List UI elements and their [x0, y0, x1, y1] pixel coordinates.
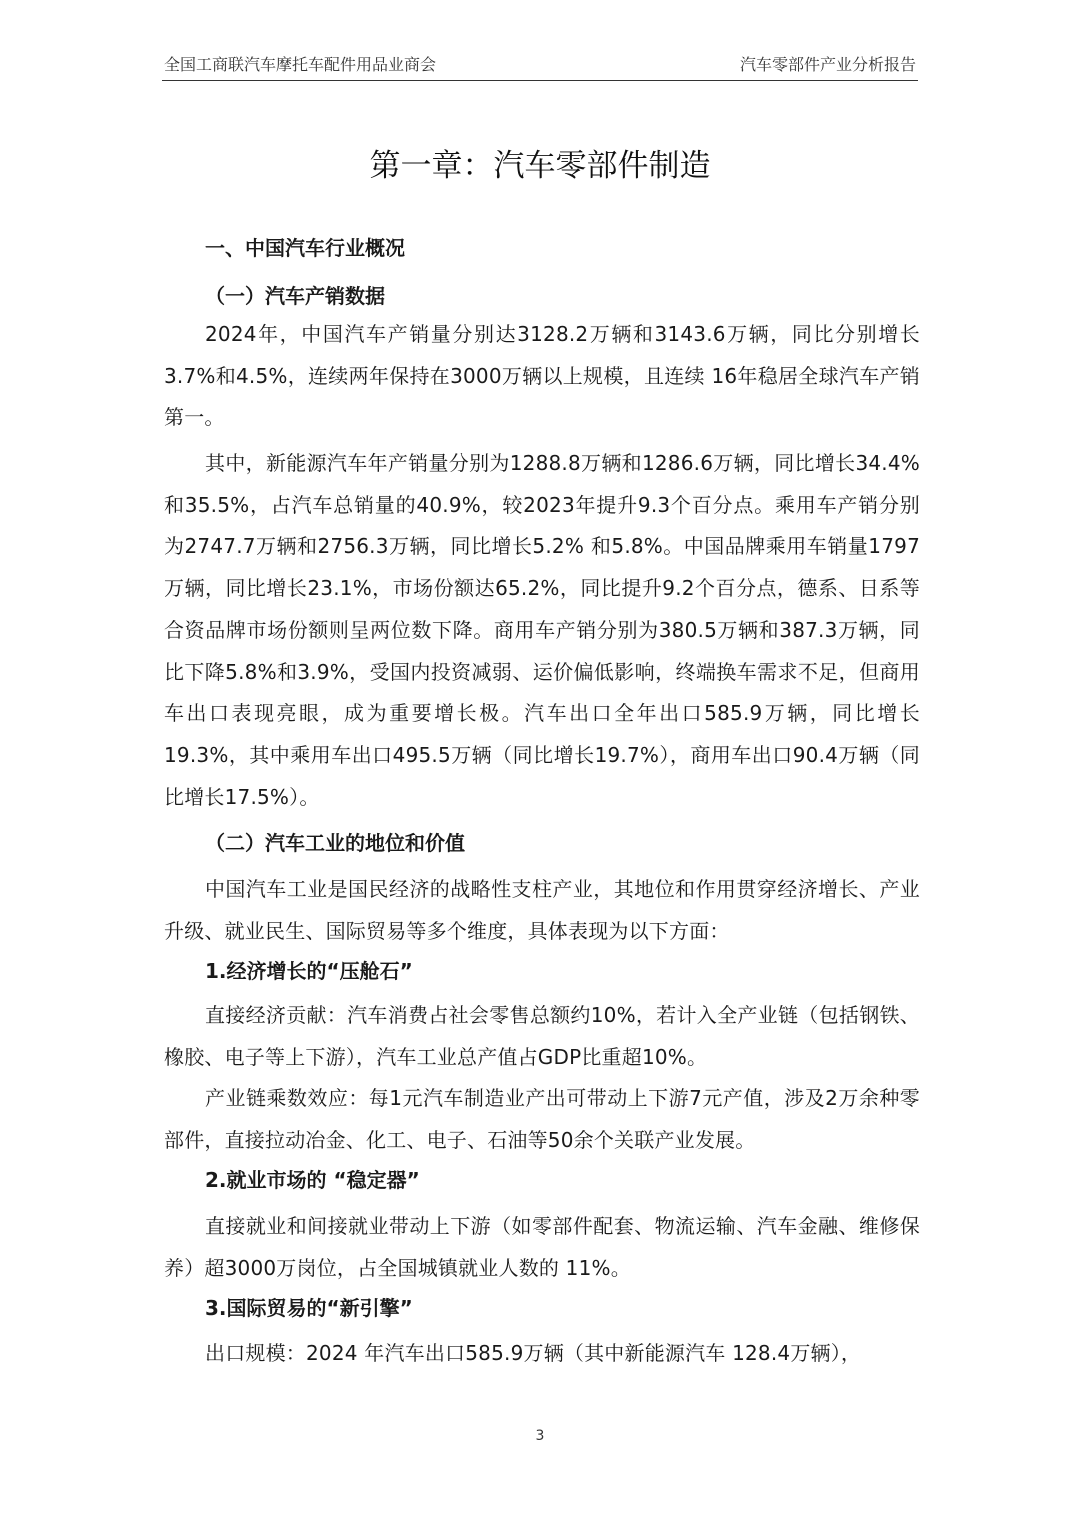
item-heading-economic-growth: 1.经济增长的“压舱石” [205, 959, 413, 983]
chapter-title: 第一章：汽车零部件制造 [369, 148, 711, 184]
page-number: 3 [535, 1428, 545, 1444]
paragraph-direct-contribution: 直接经济贡献：汽车消费占社会零售总额约10%，若计入全产业链（包括钢铁、橡胶、电子等上下游），汽车工业总产值占GDP比重超10%。 [164, 1003, 920, 1069]
paragraph-export-scale: 出口规模：2024 年汽车出口585.9万辆（其中新能源汽车 128.4万辆）， [205, 1341, 862, 1365]
header-organization: 全国工商联汽车摩托车配件用品业商会 [164, 55, 437, 74]
subsection-heading-sales-data: （一）汽车产销数据 [205, 284, 385, 308]
paragraph-industry-overview: 中国汽车工业是国民经济的战略性支柱产业，其地位和作用贯穿经济增长、产业升级、就业民生、国际贸易等多个维度，具体表现为以下方面： [164, 877, 920, 943]
paragraph-multiplier-effect: 产业链乘数效应：每1元汽车制造业产出可带动上下游7元产值，涉及2万余种零部件，直接拉动冶金、化工、电子、石油等50余个关联产业发展。 [164, 1086, 920, 1152]
paragraph-new-energy: 其中，新能源汽车年产销量分别为1288.8万辆和1286.6万辆，同比增长34.4%和35.5%，占汽车总销量的40.9%，较2023年提升9.3个百分点。乘用车产销分别为2747.7万辆和2756.3万辆，同比增长5.2% 和5.8%。中国品牌乘用车销量1797万辆，同比增长23.1%，市场份额达65.2%，同比提升9.2个百分点，德系、日系等合资品牌市场份额则呈两位数下降。商用车产销分别为380.5万辆和387.3万辆，同比下降5.8%和3.9%，受国内投资减弱、运价偏低影响，终端换车需求不足，但商用车出口表现亮眼，成为重要增长极。汽车出口全年出口585.9万辆，同比增长19.3%，其中乘用车出口495.5万辆（同比增长19.7%），商用车出口90.4万辆（同比增长17.5%）。 [164, 451, 920, 809]
paragraph-employment: 直接就业和间接就业带动上下游（如零部件配套、物流运输、汽车金融、维修保养）超3000万岗位，占全国城镇就业人数的 11%。 [164, 1214, 920, 1280]
subsection-heading-status-value: （二）汽车工业的地位和价值 [205, 831, 465, 855]
section-heading: 一、中国汽车行业概况 [205, 236, 405, 260]
header-report-title: 汽车零部件产业分析报告 [739, 55, 916, 74]
item-heading-trade: 3.国际贸易的“新引擎” [205, 1296, 413, 1320]
page-header [162, 50, 918, 81]
paragraph-production-sales: 2024年，中国汽车产销量分别达3128.2万辆和3143.6万辆，同比分别增长3.7%和4.5%，连续两年保持在3000万辆以上规模，且连续 16年稳居全球汽车产销第一。 [164, 322, 920, 430]
item-heading-employment: 2.就业市场的 “稳定器” [205, 1168, 420, 1192]
